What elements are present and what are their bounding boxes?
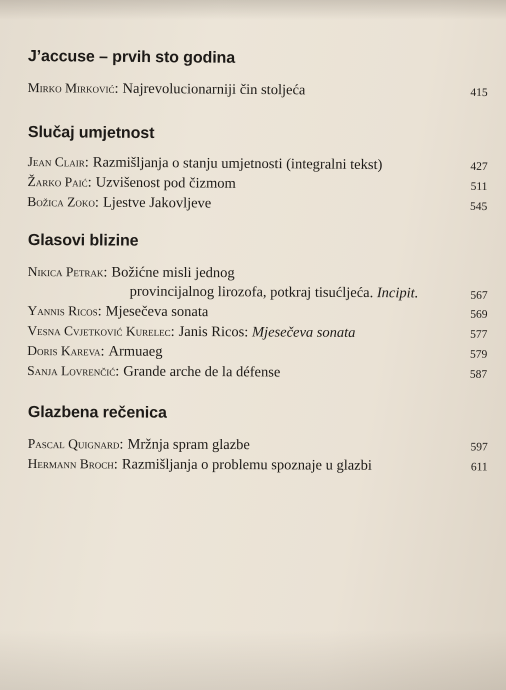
entry-title: Uzvišenost pod čizmom bbox=[95, 174, 236, 192]
entry-page-number: 569 bbox=[470, 308, 488, 321]
colon-separator: : bbox=[100, 343, 105, 360]
page-shadow-top bbox=[0, 0, 506, 20]
toc-entry bbox=[28, 262, 488, 285]
entry-author: Sanja Lovrenčić bbox=[27, 362, 116, 379]
colon-separator: : bbox=[119, 436, 124, 453]
entry-page-number: 511 bbox=[470, 180, 488, 194]
entry-page-number: 427 bbox=[470, 160, 488, 174]
entry-title: Razmišljanja o problemu spoznaje u glazbi bbox=[121, 456, 372, 474]
section-title: J’accuse – prvih sto godina bbox=[27, 48, 236, 67]
section-title: Glasovi blizine bbox=[27, 232, 139, 250]
colon-separator: : bbox=[97, 303, 102, 320]
entry-author: Jean Clair bbox=[27, 153, 85, 170]
entry-title-line2: provincijalnog lirozofa, potkraj tisućljeća. bbox=[129, 283, 374, 302]
entry-author: Doris Kareva bbox=[27, 342, 101, 359]
entry-author: Pascal Quignard bbox=[27, 435, 120, 452]
entry-author: Hermann Broch bbox=[27, 455, 114, 472]
section-glazbena-recenica bbox=[28, 404, 488, 476]
entry-title-italic: Mjesečeva sonata bbox=[251, 324, 356, 342]
entry-title: Janis Ricos: bbox=[178, 323, 249, 341]
toc-entry bbox=[28, 434, 488, 456]
toc-entry bbox=[27, 321, 487, 344]
entry-page-number: 545 bbox=[469, 200, 488, 214]
colon-separator: : bbox=[94, 194, 100, 211]
section-glasovi-blizine bbox=[27, 232, 488, 384]
entry-title: Razmišljanja o stanju umjetnosti (integralni tekst) bbox=[92, 154, 383, 174]
entry-title-line1: Božićne misli jednog bbox=[111, 264, 235, 282]
entry-author: Žarko Paić bbox=[27, 173, 88, 190]
toc-entry bbox=[27, 361, 487, 384]
entry-page-number: 579 bbox=[469, 348, 488, 361]
entry-title: Mjesečeva sonata bbox=[105, 303, 209, 321]
entry-author: Vesna Cvjetković Kurelec bbox=[27, 322, 171, 339]
entry-author: Mirko Mirković bbox=[27, 79, 115, 96]
entry-page-number: 597 bbox=[470, 441, 488, 454]
colon-separator: : bbox=[170, 323, 175, 340]
section-title: Slučaj umjetnost bbox=[27, 124, 155, 143]
entry-title: Armuaeg bbox=[108, 343, 163, 360]
entry-page-number: 567 bbox=[470, 289, 488, 302]
section-jaccuse bbox=[28, 48, 488, 102]
entry-title-italic: Incipit. bbox=[376, 285, 419, 302]
entry-title: Ljestve Jakovljeve bbox=[102, 194, 212, 212]
toc-entry bbox=[27, 301, 487, 324]
toc-entry bbox=[27, 192, 487, 216]
colon-separator: : bbox=[115, 363, 120, 380]
entry-page-number: 611 bbox=[470, 461, 488, 474]
entry-author: Božica Zoko bbox=[27, 193, 96, 210]
colon-separator: : bbox=[113, 456, 118, 473]
entry-title: Mržnja spram glazbe bbox=[127, 436, 250, 454]
entry-title: Najrevolucionarniji čin stoljeća bbox=[122, 80, 306, 99]
toc-entry bbox=[27, 341, 487, 364]
toc-entry bbox=[28, 78, 488, 102]
entry-page-number: 415 bbox=[470, 86, 488, 100]
colon-separator: : bbox=[103, 264, 108, 281]
colon-separator: : bbox=[87, 174, 92, 191]
colon-separator: : bbox=[114, 80, 119, 97]
entry-author: Yannis Ricos bbox=[27, 302, 98, 319]
entry-author: Nikica Petrak bbox=[27, 263, 104, 280]
section-title: Glazbena rečenica bbox=[27, 404, 167, 422]
toc-entry bbox=[28, 454, 488, 476]
entry-page-number: 577 bbox=[470, 328, 488, 341]
colon-separator: : bbox=[84, 154, 89, 171]
entry-page-number: 587 bbox=[469, 368, 488, 381]
entry-title: Grande arche de la défense bbox=[123, 363, 281, 381]
section-slucaj-umjetnost bbox=[27, 124, 488, 216]
page-shadow-bottom bbox=[0, 630, 506, 690]
